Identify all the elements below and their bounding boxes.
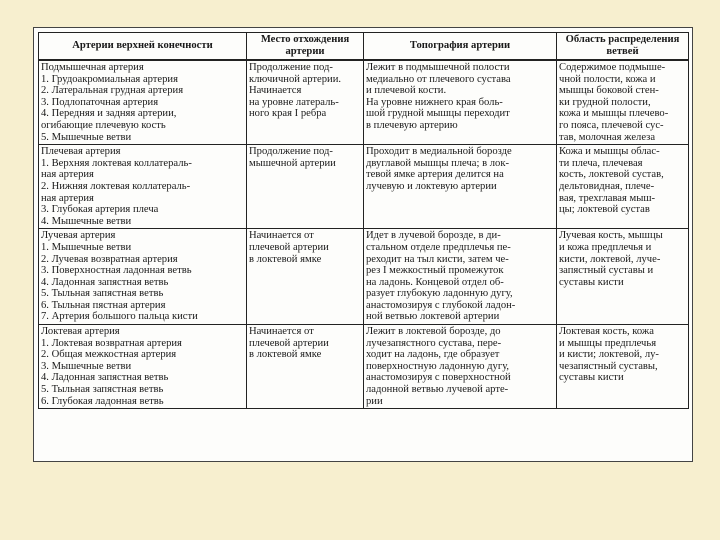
cell-line: рез I межкостный промежуток bbox=[366, 265, 504, 277]
cell-line: и плечевой кости. bbox=[366, 85, 447, 97]
cell-line: 6. Глубокая ладонная ветвь bbox=[41, 395, 164, 407]
cell-line: 3. Глубокая артерия плеча bbox=[41, 204, 159, 216]
header-origin-text: Место отхождения артерии bbox=[260, 34, 350, 57]
table-header-row bbox=[39, 33, 689, 61]
cell-line: плечевой артерии bbox=[249, 241, 329, 253]
cell-line: 1. Грудоакромиальная артерия bbox=[41, 73, 178, 85]
cell-line: 3. Подлопаточная артерия bbox=[41, 96, 159, 108]
cell-line: ти плеча, плечевая bbox=[559, 157, 643, 169]
cell-line: Начинается от bbox=[249, 230, 314, 242]
header-origin bbox=[247, 33, 364, 61]
cell-line: и мышцы предплечья bbox=[559, 337, 657, 349]
cell-line: Локтевая артерия bbox=[41, 326, 120, 338]
cell-line: На уровне нижнего края боль- bbox=[366, 96, 503, 108]
cell-arteries bbox=[39, 229, 247, 325]
cell-line: ладонной ветвью лучевой арте- bbox=[366, 384, 509, 396]
cell-line: 4. Мышечные ветви bbox=[41, 215, 132, 227]
cell-line: 4. Ладонная запястная ветвь bbox=[41, 276, 169, 288]
cell-line: и кожа предплечья и bbox=[559, 241, 652, 253]
cell-line: 3. Поверхностная ладонная ветвь bbox=[41, 265, 192, 277]
cell-line: в локтевой ямке bbox=[249, 253, 322, 265]
cell-line: Лучевая кость, мышцы bbox=[559, 230, 663, 242]
cell-line: реходит на тыл кисти, затем че- bbox=[366, 253, 509, 265]
cell-line: ной ветвью локтевой артерии bbox=[366, 311, 500, 323]
cell-line: в плечевую артерию bbox=[366, 119, 458, 131]
cell-line: 2. Общая межкостная артерия bbox=[41, 349, 177, 361]
cell-line: кость, локтевой сустав, bbox=[559, 169, 664, 181]
header-distribution-text: Область распределения ветвей bbox=[565, 34, 680, 57]
cell-line: ная артерия bbox=[41, 192, 94, 204]
cell-line: Лучевая артерия bbox=[41, 230, 116, 242]
cell-line: разует глубокую ладонную дугу, bbox=[366, 288, 513, 300]
cell-line: 7. Артерия большого пальца кисти bbox=[41, 311, 198, 323]
cell-distribution bbox=[557, 325, 689, 409]
cell-line: рии bbox=[366, 395, 383, 407]
cell-line: цы; локтевой сустав bbox=[559, 204, 650, 216]
cell-arteries bbox=[39, 145, 247, 229]
cell-line: 5. Тыльная запястная ветвь bbox=[41, 288, 164, 300]
cell-line: суставы кисти bbox=[559, 372, 624, 384]
cell-origin bbox=[247, 145, 364, 229]
cell-arteries bbox=[39, 325, 247, 409]
cell-line: Плечевая артерия bbox=[41, 146, 121, 158]
cell-line: и кисти; локтевой, лу- bbox=[559, 349, 659, 361]
cell-line: ключичной артерии. bbox=[249, 73, 342, 85]
cell-line: 2. Нижняя локтевая коллатераль- bbox=[41, 180, 191, 192]
cell-line: Лежит в локтевой борозде, до bbox=[366, 326, 501, 338]
cell-line: тевой ямке артерия делится на bbox=[366, 169, 504, 181]
cell-topography bbox=[364, 325, 557, 409]
cell-line: 1. Мышечные ветви bbox=[41, 241, 132, 253]
cell-line: 3. Мышечные ветви bbox=[41, 360, 132, 372]
cell-topography bbox=[364, 60, 557, 145]
cell-line: запястный суставы и bbox=[559, 265, 654, 277]
cell-line: чезапястный суставы, bbox=[559, 360, 658, 372]
document-page bbox=[33, 27, 693, 462]
cell-line: лучезапястного сустава, пере- bbox=[366, 337, 502, 349]
cell-line: Подмышечная артерия bbox=[41, 62, 144, 73]
table-body bbox=[39, 60, 689, 409]
cell-origin bbox=[247, 60, 364, 145]
cell-line: в локтевой ямке bbox=[249, 349, 322, 361]
cell-line: ходит на ладонь, где образует bbox=[366, 349, 500, 361]
cell-topography bbox=[364, 145, 557, 229]
cell-line: вая, трехглавая мыш- bbox=[559, 192, 656, 204]
cell-line: шой грудной мышцы переходит bbox=[366, 108, 510, 120]
cell-line: Лежит в подмышечной полости bbox=[366, 62, 510, 73]
cell-line: кожа и мышцы плечево- bbox=[559, 108, 669, 120]
header-arteries bbox=[39, 33, 247, 61]
cell-line: медиально от плечевого сустава bbox=[366, 73, 511, 85]
cell-line: анастомозируя с поверхностной bbox=[366, 372, 511, 384]
cell-line: на уровне латераль- bbox=[249, 96, 339, 108]
cell-line: поверхностную ладонную дугу, bbox=[366, 360, 510, 372]
cell-origin bbox=[247, 325, 364, 409]
cell-line: Продолжение под- bbox=[249, 146, 333, 158]
cell-line: 1. Верхняя локтевая коллатераль- bbox=[41, 157, 192, 169]
table-row bbox=[39, 229, 689, 325]
cell-line: тав, молочная железа bbox=[559, 131, 656, 143]
cell-origin bbox=[247, 229, 364, 325]
cell-line: мышцы боковой стен- bbox=[559, 85, 659, 97]
cell-line: огибающие плечевую кость bbox=[41, 119, 166, 131]
cell-line: двуглавой мышцы плеча; в лок- bbox=[366, 157, 510, 169]
cell-line: ная артерия bbox=[41, 169, 94, 181]
cell-line: ного края I ребра bbox=[249, 108, 327, 120]
cell-line: анастомозируя с глубокой ладон- bbox=[366, 299, 516, 311]
cell-line: 2. Лучевая возвратная артерия bbox=[41, 253, 178, 265]
cell-line: Начинается bbox=[249, 85, 302, 97]
cell-line: плечевой артерии bbox=[249, 337, 329, 349]
cell-line: ки грудной полости, bbox=[559, 96, 651, 108]
cell-line: Кожа и мышцы облас- bbox=[559, 146, 660, 158]
header-topography-text: Топография артерии bbox=[409, 40, 511, 52]
cell-line: стальном отделе предплечья пе- bbox=[366, 241, 511, 253]
cell-line: мышечной артерии bbox=[249, 157, 336, 169]
cell-line: 1. Локтевая возвратная артерия bbox=[41, 337, 182, 349]
table-row bbox=[39, 325, 689, 409]
cell-arteries bbox=[39, 60, 247, 145]
cell-line: 5. Тыльная запястная ветвь bbox=[41, 384, 164, 396]
cell-line: чной полости, кожа и bbox=[559, 73, 656, 85]
cell-line: дельтовидная, плече- bbox=[559, 180, 655, 192]
header-topography bbox=[364, 33, 557, 61]
cell-line: Локтевая кость, кожа bbox=[559, 326, 654, 338]
cell-line: 6. Тыльная пястная артерия bbox=[41, 299, 166, 311]
cell-line: 5. Мышечные ветви bbox=[41, 131, 132, 143]
cell-line: 4. Ладонная запястная ветвь bbox=[41, 372, 169, 384]
cell-distribution bbox=[557, 229, 689, 325]
cell-line: на ладонь. Концевой отдел об- bbox=[366, 276, 504, 288]
cell-line: суставы кисти bbox=[559, 276, 624, 288]
cell-line: го пояса, плечевой сус- bbox=[559, 119, 664, 131]
cell-line: кисти, локтевой, луче- bbox=[559, 253, 661, 265]
cell-topography bbox=[364, 229, 557, 325]
table-row bbox=[39, 60, 689, 145]
header-distribution bbox=[557, 33, 689, 61]
cell-line: Продолжение под- bbox=[249, 62, 333, 73]
cell-line: 4. Передняя и задняя артерии, bbox=[41, 108, 177, 120]
cell-distribution bbox=[557, 60, 689, 145]
arteries-table bbox=[38, 32, 689, 409]
cell-line: лучевую и локтевую артерии bbox=[366, 180, 497, 192]
cell-line: Идет в лучевой борозде, в ди- bbox=[366, 230, 501, 242]
table-row bbox=[39, 145, 689, 229]
cell-line: 2. Латеральная грудная артерия bbox=[41, 85, 184, 97]
cell-line: Начинается от bbox=[249, 326, 314, 338]
cell-distribution bbox=[557, 145, 689, 229]
cell-line: Содержимое подмыше- bbox=[559, 62, 666, 73]
header-arteries-text: Артерии верхней конечности bbox=[72, 40, 213, 52]
cell-line: Проходит в медиальной борозде bbox=[366, 146, 512, 158]
